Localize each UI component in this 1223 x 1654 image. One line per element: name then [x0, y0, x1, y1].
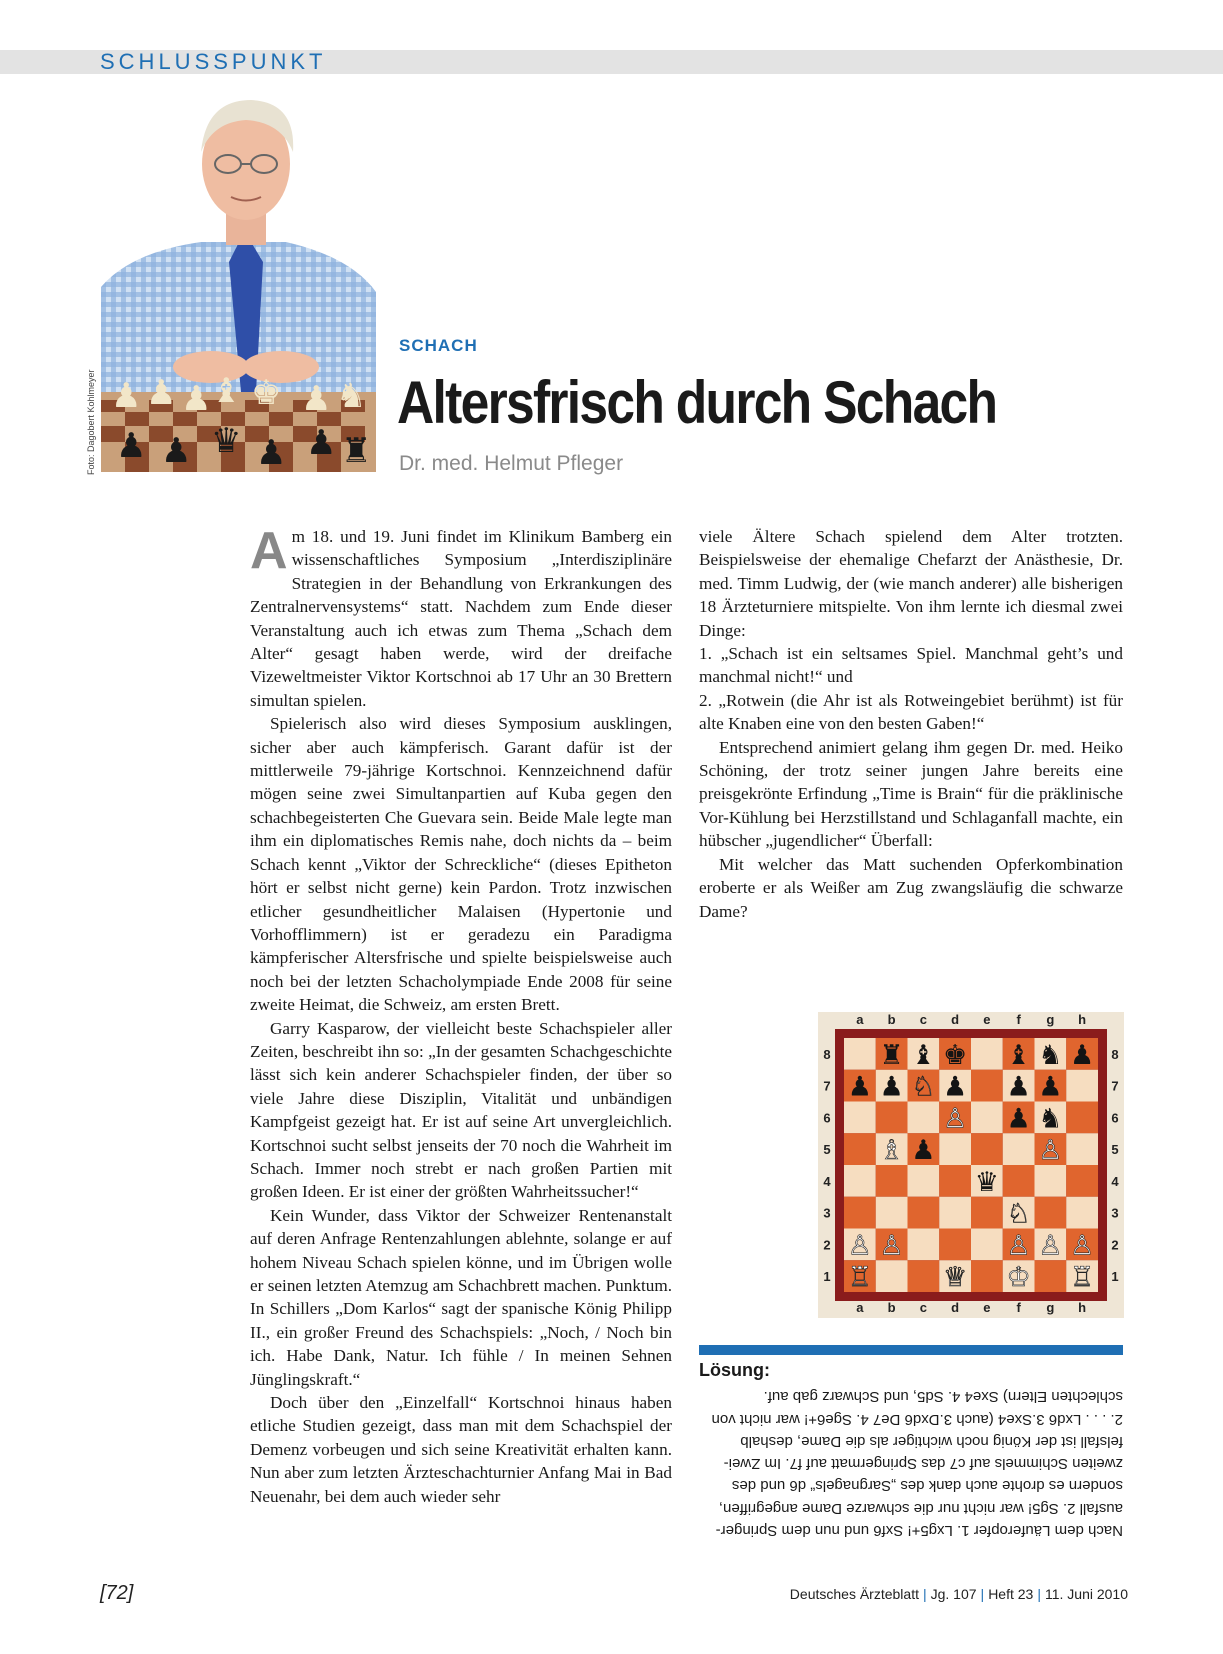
paragraph: m 18. und 19. Juni findet im Klinikum Bamberg ein wissenschaftliches Symposium „Interdisziplinäre Strategien in der Behandlung von Erkrankungen des Zentralnervensystems“ statt. Nachdem zum Ende dieser Veranstaltung auch ich etwas zum Thema „Schach dem Alter“ gesagt haben werde, wird der dreifache Vizeweltmeister Viktor Kortschnoi ab 17 Uhr an 30 Brettern simultan spielen. — [250, 527, 672, 710]
footer-citation: Deutsches Ärzteblatt | Jg. 107 | Heft 23 | 11. Juni 2010 — [789, 1586, 1128, 1602]
chess-piece-b5: ♗ — [879, 1135, 904, 1167]
file-label: g — [1046, 1300, 1055, 1315]
chess-piece-f3: ♘ — [1006, 1198, 1031, 1230]
solution-line: schlechten Eltern) Sxe4 4. Sd5, und Schwarz gab auf. — [763, 1388, 1123, 1406]
chess-piece-f7: ♟ — [1006, 1071, 1031, 1103]
chess-piece-h2: ♙ — [1070, 1230, 1095, 1262]
svg-text:♞: ♞ — [336, 376, 367, 416]
article-kicker: SCHACH — [399, 336, 478, 355]
solution-line: Nach dem Läuferopfer 1. Lxg5+! Sxf6 und nun dem Springer- — [715, 1522, 1123, 1540]
svg-text:♟: ♟ — [111, 376, 142, 416]
chess-piece-a2: ♙ — [847, 1230, 872, 1262]
board-square — [939, 1229, 971, 1261]
board-square — [971, 1133, 1003, 1165]
board-square — [971, 1260, 1003, 1292]
rank-label: 6 — [823, 1110, 831, 1126]
chess-piece-f1: ♔ — [1006, 1262, 1031, 1294]
chess-piece-b2: ♙ — [879, 1230, 904, 1262]
file-label: g — [1046, 1012, 1055, 1027]
rank-label: 1 — [823, 1269, 831, 1285]
chess-piece-e4: ♛ — [974, 1166, 999, 1198]
board-square — [971, 1038, 1003, 1070]
file-label: e — [983, 1300, 991, 1315]
board-square — [1035, 1197, 1067, 1229]
rank-label: 7 — [823, 1078, 831, 1094]
rank-label: 2 — [823, 1237, 831, 1253]
chess-piece-f8: ♝ — [1006, 1039, 1031, 1071]
svg-text:♟: ♟ — [301, 379, 332, 419]
svg-text:♟: ♟ — [146, 373, 177, 413]
article-title: Altersfrisch durch Schach — [397, 369, 997, 436]
chess-piece-c5: ♟ — [911, 1135, 936, 1167]
file-label: f — [1016, 1300, 1021, 1315]
solution-line: zweiten Schimmels auf c7 das Springermatt auf f7. Im Zwei- — [723, 1455, 1123, 1473]
chess-piece-f6: ♟ — [1006, 1103, 1031, 1135]
chess-piece-b8: ♜ — [879, 1039, 904, 1071]
solution-divider — [699, 1345, 1123, 1355]
board-square — [908, 1197, 940, 1229]
svg-text:♝: ♝ — [211, 371, 242, 411]
chess-piece-d7: ♟ — [943, 1071, 968, 1103]
board-square — [1066, 1165, 1098, 1197]
board-square — [844, 1102, 876, 1134]
board-square — [1066, 1102, 1098, 1134]
chess-piece-f2: ♙ — [1006, 1230, 1031, 1262]
svg-text:♛: ♛ — [211, 421, 242, 461]
board-square — [1003, 1165, 1035, 1197]
file-label: c — [919, 1012, 927, 1027]
paragraph: Mit welcher das Matt suchenden Opferkombination eroberte er als Weißer am Zug zwangsläufig die schwarze Dame? — [699, 854, 1123, 921]
board-square — [908, 1260, 940, 1292]
rank-label: 7 — [1111, 1078, 1119, 1094]
board-square — [876, 1102, 908, 1134]
svg-text:♟: ♟ — [306, 423, 337, 463]
list-item: 2. „Rotwein (die Ahr ist als Rotweingebiet berühmt) ist für alte Knaben eine von den besten Gaben!“ — [699, 690, 1123, 734]
rank-label: 3 — [823, 1205, 831, 1221]
paragraph: Entsprechend animiert gelang ihm gegen Dr. med. Heiko Schöning, der trotz seiner jungen Jahre bereits eine preisgekrönte Erfindung „Time is Brain“ für die präklinische Vor-Kühlung bei Herzstillstand und Schlaganfall machte, ein hübscher „jugendlicher“ Überfall: — [699, 737, 1123, 851]
board-square — [939, 1197, 971, 1229]
board-square — [1066, 1133, 1098, 1165]
rank-label: 2 — [1111, 1237, 1119, 1253]
chess-piece-a1: ♖ — [847, 1262, 872, 1294]
chess-diagram — [818, 1012, 1124, 1318]
paragraph: Kein Wunder, dass Viktor der Schweizer Rentenanstalt auf deren Anfrage Rentenzahlungen ablehnte, solange er auf hohem Niveau Schach spielen könne, und im Übrigen wolle er seinen letzten Atemzug am Schachbrett machen. Punktum. In Schillers „Dom Karlos“ sagt der spanische König Philipp II., ein großer Freund des Schachspiels: „Noch, / Noch bin ich. Habe Dank, Natur. Ich fühle / In meinen Sehnen Jünglingskraft.“ — [250, 1205, 672, 1389]
chess-piece-h1: ♖ — [1070, 1262, 1095, 1294]
article-column-1 — [250, 522, 672, 1508]
board-square — [971, 1197, 1003, 1229]
author-photo — [101, 92, 376, 472]
journal-volume: Jg. 107 — [930, 1586, 977, 1602]
rank-label: 5 — [1111, 1142, 1119, 1158]
journal-name: Deutsches Ärzteblatt — [789, 1586, 919, 1602]
board-square — [939, 1133, 971, 1165]
svg-text:♟: ♟ — [161, 431, 192, 471]
article-column-2 — [699, 525, 1123, 923]
page-number: [72] — [100, 1582, 134, 1604]
journal-date: 11. Juni 2010 — [1044, 1586, 1128, 1602]
board-square — [939, 1165, 971, 1197]
solution-line: sondern es drohte auch dank des „Sargnagels“ d6 und des — [731, 1477, 1123, 1495]
board-square — [971, 1070, 1003, 1102]
chess-piece-d6: ♙ — [943, 1103, 968, 1135]
paragraph: Doch über den „Einzelfall“ Kortschnoi hinaus haben etliche Studien gezeigt, dass man mit dem Schachspiel der Demenz vorbeugen und sich seine Kreativität erhalten kann. Nun aber zum letzten Ärzteschachturnier Anfang Mai in Bad Neuenahr, bei dem auch wieder sehr — [250, 1393, 672, 1506]
photo-credit: Foto: Dagobert Kohlmeyer — [86, 369, 96, 475]
chess-piece-c8: ♝ — [911, 1039, 936, 1071]
rank-label: 1 — [1111, 1269, 1119, 1285]
board-square — [844, 1197, 876, 1229]
rank-label: 4 — [1111, 1173, 1119, 1189]
list-item: 1. „Schach ist ein seltsames Spiel. Manchmal geht’s und manchmal nicht!“ und — [699, 644, 1123, 687]
solution-line: 2. . . . Lxd6 3.Sxe4 (auch 3.Dxd6 De7 4. Sge6+! war nicht von — [711, 1410, 1123, 1428]
file-label: b — [887, 1300, 896, 1315]
file-label: b — [887, 1012, 896, 1027]
solution-line: ausfall 2. Sg5! war nicht nur die schwarze Dame angegriffen, — [718, 1499, 1123, 1517]
rank-label: 3 — [1111, 1205, 1119, 1221]
file-label: h — [1078, 1012, 1087, 1027]
paragraph: Spielerisch also wird dieses Symposium ausklingen, sicher aber auch kämpferisch. Garant dafür ist der mittlerweile 79-jährige Kortschnoi. Kennzeichnend dafür mögen seine zwei Simultanpartien auf Kuba gegen den schachbegeisterten Che Guevara sein. Beide Male legte man ihm ein diplomatisches Remis nahe, doch nichts da – beim Schach kennt „Viktor der Schreckliche“ (dieses Epitheton hört er selbst nicht gerne) kein Pardon. Trotz inzwischen etlicher gesundheitlicher Malaisen (Hypertonie und Vorhofflimmern) ist er geradezu ein Paradigma kämpferischer Altersfrische und spielte beispielsweise auch noch bei der letzten Schacholympiade Ende 2008 für seine zweite Heimat, die Schweiz, am ersten Brett. — [250, 714, 672, 1015]
file-label: c — [919, 1300, 927, 1315]
paragraph: Garry Kasparow, der vielleicht beste Schachspieler aller Zeiten, beschreibt ihn so: „In der gesamten Schachgeschichte lässt sich kein anderer Schachspieler finden, der über so viele Jahre diese Disziplin, Vitalität und unbändigen Kampfgeist gezeigt hat. Er ist auf seine Art unvergleichlich. Kortschnoi sucht selbst jenseits der 70 noch die Wahrheit im Schach. Immer noch strebt er nach großen Partien mit großen Ideen. Er ist einer der größten Wahrheitssucher!“ — [250, 1018, 672, 1202]
rank-label: 4 — [823, 1173, 831, 1189]
svg-text:♟: ♟ — [116, 426, 147, 466]
drop-cap: A — [250, 522, 288, 580]
chess-piece-g6: ♞ — [1038, 1103, 1063, 1135]
chess-piece-b7: ♟ — [879, 1071, 904, 1103]
board-square — [844, 1038, 876, 1070]
svg-text:♚: ♚ — [251, 373, 282, 413]
board-square — [908, 1102, 940, 1134]
chess-piece-a7: ♟ — [847, 1071, 872, 1103]
board-square — [1066, 1197, 1098, 1229]
file-label: d — [951, 1012, 960, 1027]
journal-issue: Heft 23 — [988, 1586, 1034, 1602]
solution-text-upside-down — [699, 1385, 1123, 1541]
board-square — [971, 1102, 1003, 1134]
chess-piece-g2: ♙ — [1038, 1230, 1063, 1262]
section-title: SCHLUSSPUNKT — [100, 49, 327, 74]
file-label: f — [1016, 1012, 1021, 1027]
article-author: Dr. med. Helmut Pfleger — [399, 452, 624, 475]
rank-label: 8 — [1111, 1046, 1119, 1062]
file-label: a — [856, 1300, 864, 1315]
chess-piece-g8: ♞ — [1038, 1039, 1063, 1071]
file-label: a — [856, 1012, 864, 1027]
board-square — [1066, 1070, 1098, 1102]
rank-label: 5 — [823, 1142, 831, 1158]
chess-piece-d8: ♚ — [943, 1039, 968, 1071]
board-square — [876, 1165, 908, 1197]
chess-piece-d1: ♕ — [943, 1262, 968, 1294]
file-label: e — [983, 1012, 991, 1027]
board-square — [908, 1165, 940, 1197]
chess-piece-c7: ♘ — [911, 1071, 936, 1103]
chess-piece-g5: ♙ — [1038, 1135, 1063, 1167]
board-square — [908, 1229, 940, 1261]
chess-piece-g7: ♟ — [1038, 1071, 1063, 1103]
chess-piece-h8: ♟ — [1070, 1039, 1095, 1071]
board-square — [844, 1165, 876, 1197]
file-label: d — [951, 1300, 960, 1315]
solution-label: Lösung: — [699, 1360, 770, 1380]
rank-label: 8 — [823, 1046, 831, 1062]
solution-line: felsfall ist der König noch wichtiger als die Dame, deshalb — [740, 1432, 1123, 1450]
board-square — [971, 1229, 1003, 1261]
board-square — [876, 1197, 908, 1229]
svg-text:♟: ♟ — [181, 379, 212, 419]
file-label: h — [1078, 1300, 1087, 1315]
chess-board — [818, 1012, 1124, 1318]
board-square — [1035, 1165, 1067, 1197]
board-square — [876, 1260, 908, 1292]
svg-text:♜: ♜ — [341, 431, 372, 471]
board-square — [1003, 1133, 1035, 1165]
board-square — [844, 1133, 876, 1165]
rank-label: 6 — [1111, 1110, 1119, 1126]
board-square — [1035, 1260, 1067, 1292]
svg-text:♟: ♟ — [256, 433, 287, 472]
paragraph: viele Ältere Schach spielend dem Alter trotzten. Beispielsweise der ehemalige Chefarzt der Anästhesie, Dr. med. Timm Ludwig, der (wie manch anderer) alle bisherigen 18 Ärzteturniere mitspielte. Von ihm lernte ich diesmal zwei Dinge: — [699, 527, 1123, 640]
